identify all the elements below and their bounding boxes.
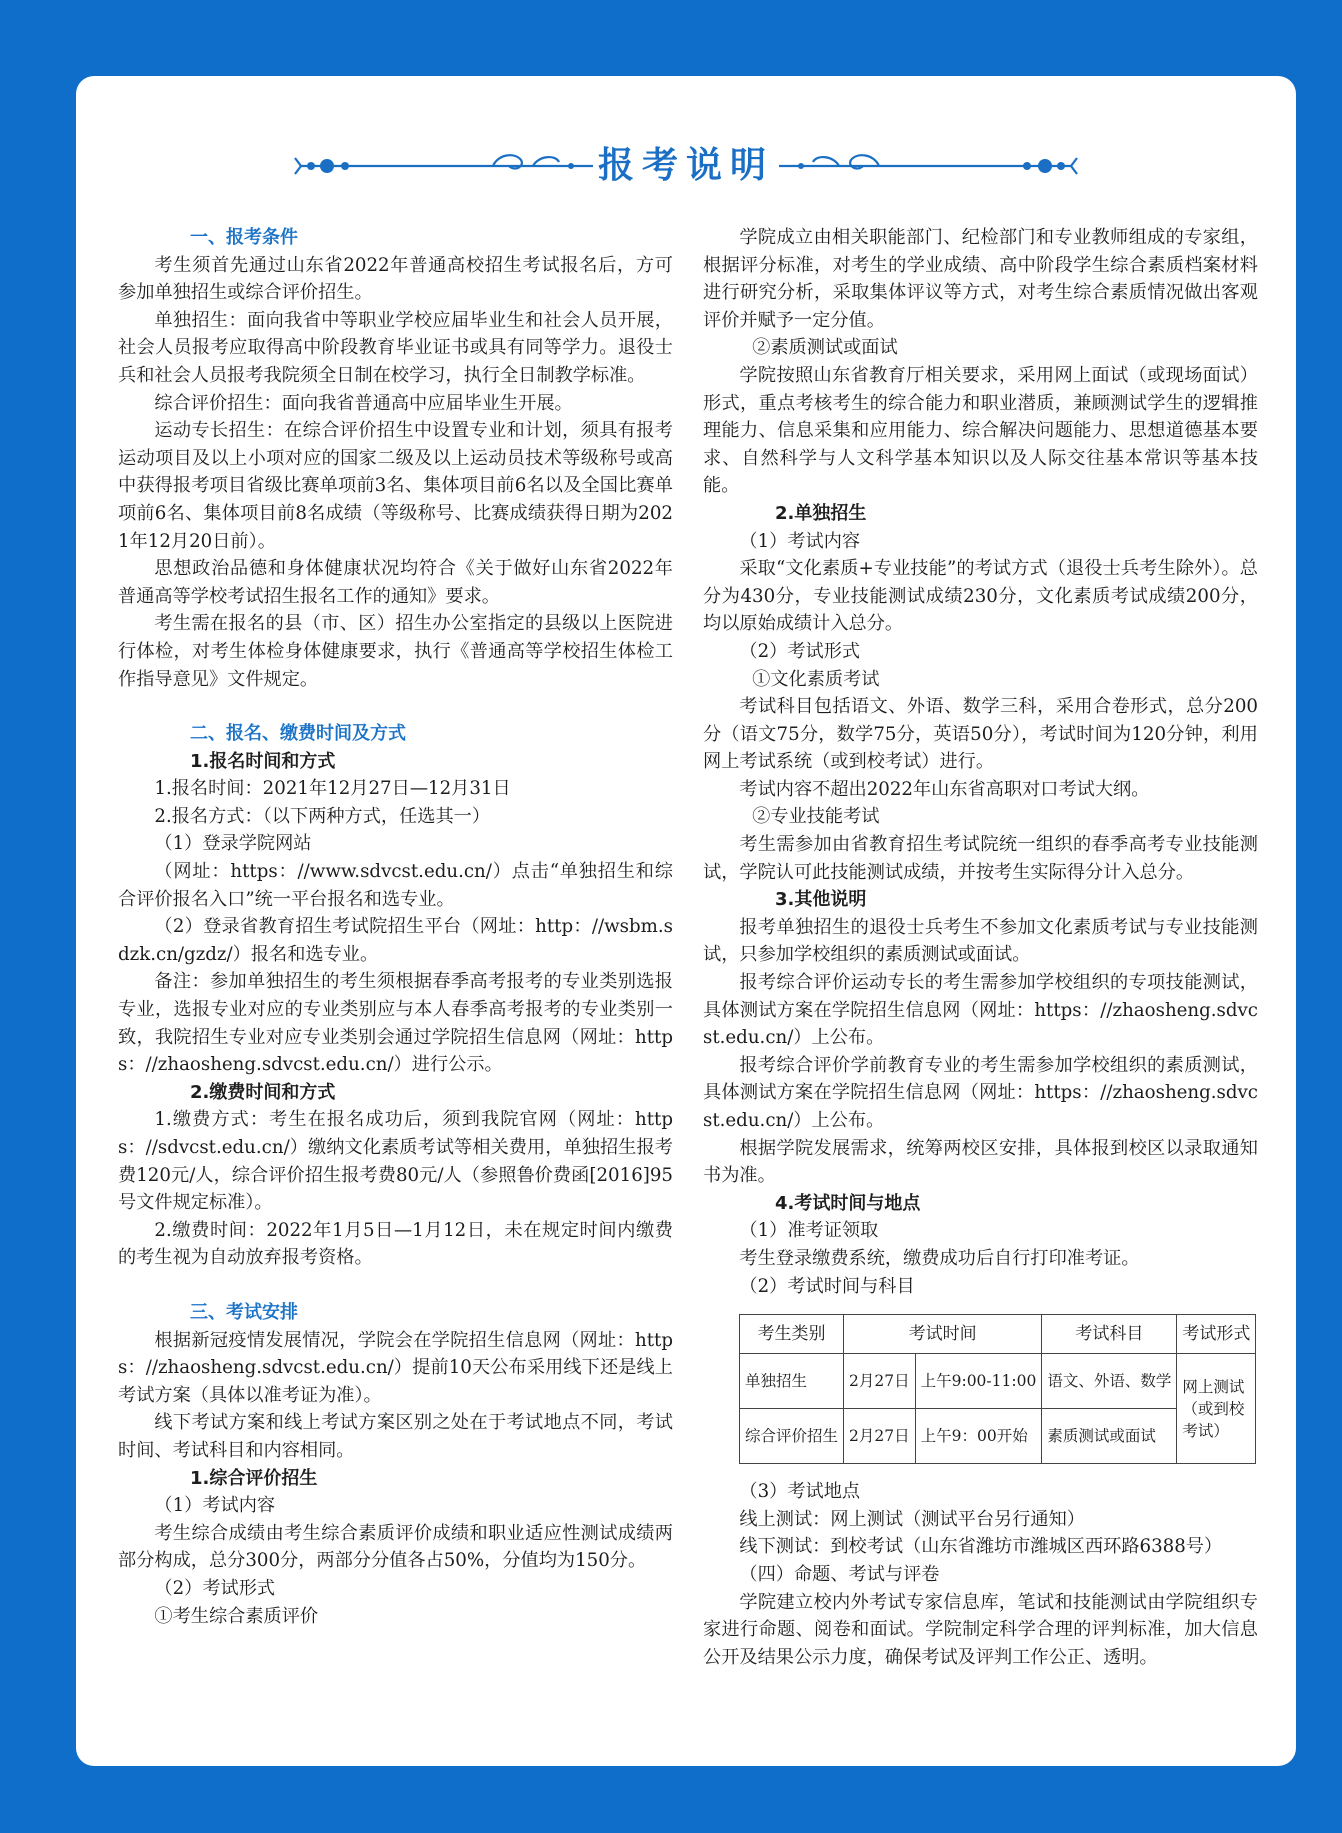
paragraph: 考试内容不超出2022年山东省高职对口考试大纲。 [739, 778, 1150, 800]
paragraph: （3）考试地点 [739, 1481, 861, 1503]
subsection-heading: 4.考试时间与地点 [775, 1192, 921, 1214]
table-header: 考试科目 [1042, 1315, 1177, 1354]
section-heading: 二、报名、缴费时间及方式 [190, 723, 406, 745]
table-cell: 单独招生 [740, 1354, 844, 1409]
paragraph: （2）考试形式 [739, 640, 861, 662]
page-title: 报考说明 [597, 145, 774, 186]
paragraph: 采取“文化素质+专业技能”的考试方式（退役士兵考生除外）。总分为430分，专业技能测试成绩230分，文化素质考试成绩200分，均以原始成绩计入总分。 [703, 558, 1258, 635]
paragraph: 线下考试方案和线上考试方案区别之处在于考试地点不同，考试时间、考试科目和内容相同。 [118, 1412, 673, 1461]
paragraph: （四）命题、考试与评卷 [739, 1563, 940, 1585]
paragraph: 综合评价招生：面向我省普通高中应届毕业生开展。 [154, 392, 573, 414]
left-column [118, 224, 673, 1630]
table-row [740, 1354, 1256, 1409]
content-panel [76, 76, 1296, 1766]
paragraph: 根据学院发展需求，统筹两校区安排，具体报到校区以录取通知书为准。 [703, 1137, 1258, 1187]
paragraph: 学院按照山东省教育厅相关要求，采用网上面试（或现场面试）形式，重点考核考生的综合能力和职业潜质，兼顾测试学生的逻辑推理能力、信息采集和应用能力、综合解决问题能力、思想道德基本要求、自然科学与人文科学基本知识以及人际交往基本常识等基本技能。 [703, 364, 1258, 497]
paragraph: 思想政治品德和身体健康状况均符合《关于做好山东省2022年普通高等学校考试招生报名工作的通知》要求。 [118, 558, 673, 607]
paragraph: （2）登录省教育招生考试院招生平台（网址：http：//wsbm.sdzk.cn/gzdz/）报名和选专业。 [118, 916, 673, 965]
paragraph: 考生需在报名的县（市、区）招生办公室指定的县级以上医院进行体检，对考生体检身体健康要求，执行《普通高等学校招生体检工作指导意见》文件规定。 [118, 613, 673, 690]
paragraph: （1）准考证领取 [739, 1220, 879, 1242]
paragraph: 学院建立校内外考试专家信息库，笔试和技能测试由学院组织专家进行命题、阅卷和面试。学院制定科学合理的评判标准，加大信息公开及结果公示力度，确保考试及评判工作公正、透明。 [703, 1591, 1258, 1668]
paragraph: ②素质测试或面试 [752, 337, 898, 359]
subsection-heading: 2.缴费时间和方式 [190, 1081, 336, 1103]
paragraph: 考试科目包括语文、外语、数学三科，采用合卷形式，总分200分（语文75分，数学75分，英语50分），考试时间为120分钟，利用网上考试系统（或到校考试）进行。 [703, 696, 1258, 773]
table-cell: 网上测试（或到校考试） [1177, 1354, 1256, 1464]
paragraph: 考生综合成绩由考生综合素质评价成绩和职业适应性测试成绩两部分构成，总分300分，两部分分值各占50%，分值均为150分。 [118, 1522, 673, 1572]
table-header: 考试形式 [1177, 1315, 1256, 1354]
paragraph: ①文化素质考试 [752, 668, 880, 690]
section-heading: 三、考试安排 [190, 1301, 298, 1323]
table-cell: 语文、外语、数学 [1042, 1354, 1177, 1409]
paragraph: 线上测试：网上测试（测试平台另行通知） [739, 1508, 1085, 1530]
paragraph: 考生登录缴费系统，缴费成功后自行打印准考证。 [739, 1247, 1140, 1269]
paragraph: 单独招生：面向我省中等职业学校应届毕业生和社会人员开展，社会人员报考应取得高中阶段教育毕业证书或具有同等学力。退役士兵和社会人员报考我院须全日制在校学习，执行全日制教学标准。 [118, 309, 673, 386]
paragraph: ①考生综合素质评价 [154, 1605, 319, 1627]
paragraph: 1.缴费方式：考生在报名成功后，须到我院官网（网址：https：//sdvcst.edu.cn/）缴纳文化素质考试等相关费用，单独招生报考费120元/人，综合评价招生报考费80元/人（参照鲁价费函[2016]95号文件规定标准）。 [118, 1109, 673, 1214]
right-column [703, 224, 1258, 1671]
section-heading: 一、报考条件 [190, 227, 298, 248]
table-cell: 2月27日 [844, 1409, 916, 1464]
table-cell: 2月27日 [844, 1354, 916, 1409]
paragraph: 1.报名时间：2021年12月27日—12月31日 [154, 778, 511, 800]
table-header-row [740, 1315, 1256, 1354]
paragraph: 报考单独招生的退役士兵考生不参加文化素质考试与专业技能测试，只参加学校组织的素质测试或面试。 [703, 916, 1258, 966]
paragraph: 线下测试：到校考试（山东省潍坊市潍城区西环路6388号） [739, 1536, 1223, 1558]
table-cell: 上午9：00开始 [915, 1409, 1042, 1464]
exam-schedule-table [739, 1314, 1256, 1464]
paragraph: （1）考试内容 [154, 1495, 276, 1517]
title-row [76, 138, 1296, 194]
paragraph: 报考综合评价学前教育专业的考生需参加学校组织的素质测试，具体测试方案在学院招生信息网（网址：https：//zhaosheng.sdvcst.edu.cn/）上公布。 [703, 1054, 1258, 1131]
paragraph: 学院成立由相关职能部门、纪检部门和专业教师组成的专家组，根据评分标准，对考生的学业成绩、高中阶段学生综合素质档案材料进行研究分析，采取集体评议等方式，对考生综合素质情况做出客观评价并赋予一定分值。 [703, 227, 1258, 331]
paragraph: （网址：https：//www.sdvcst.edu.cn/）点击“单独招生和综合评价报名入口”统一平台报名和选专业。 [118, 861, 673, 910]
left-flourish-icon [293, 146, 593, 186]
paragraph: 根据新冠疫情发展情况，学院会在学院招生信息网（网址：https：//zhaosheng.sdvcst.edu.cn/）提前10天公布采用线下还是线上考试方案（具体以准考证为准）。 [118, 1329, 673, 1406]
paragraph: 备注：参加单独招生的考生须根据春季高考报考的专业类别选报专业，选报专业对应的专业类别应与本人春季高考报考的专业类别一致，我院招生专业对应专业类别会通过学院招生信息网（网址：https：//zhaosheng.sdvcst.edu.cn/）进行公示。 [118, 971, 673, 1076]
paragraph: 考生须首先通过山东省2022年普通高校招生考试报名后，方可参加单独招生或综合评价招生。 [118, 254, 673, 304]
paragraph: （2）考试时间与科目 [739, 1275, 915, 1297]
subsection-heading: 1.报名时间和方式 [190, 750, 336, 772]
table-header: 考试时间 [844, 1315, 1042, 1354]
subsection-heading: 3.其他说明 [775, 889, 867, 911]
paragraph: 考生需参加由省教育招生考试院统一组织的春季高考专业技能测试，学院认可此技能测试成绩，并按考生实际得分计入总分。 [703, 834, 1258, 883]
table-cell: 上午9:00-11:00 [915, 1354, 1042, 1409]
paragraph: （1）考试内容 [739, 530, 861, 552]
paragraph: （1）登录学院网站 [154, 833, 312, 855]
table-cell: 综合评价招生 [740, 1409, 844, 1464]
paragraph: 报考综合评价运动专长的考生需参加学校组织的专项技能测试，具体测试方案在学院招生信息网（网址：https：//zhaosheng.sdvcst.edu.cn/）上公布。 [703, 972, 1258, 1049]
paragraph: ②专业技能考试 [752, 806, 880, 828]
paragraph: （2）考试形式 [154, 1577, 276, 1599]
paragraph: 运动专长招生：在综合评价招生中设置专业和计划，须具有报考运动项目及以上小项对应的国家二级及以上运动员技术等级称号或高中获得报考项目省级比赛单项前3名、集体项目前6名以及全国比赛单项前6名、集体项目前8名成绩（等级称号、比赛成绩获得日期为2021年12月20日前）。 [118, 420, 673, 552]
paragraph: 2.报名方式：（以下两种方式，任选其一） [154, 805, 491, 827]
subsection-heading: 1.综合评价招生 [190, 1467, 318, 1489]
subsection-heading: 2.单独招生 [775, 502, 867, 524]
paragraph: 2.缴费时间：2022年1月5日—1月12日，未在规定时间内缴费的考生视为自动放弃报考资格。 [118, 1219, 673, 1269]
table-header: 考生类别 [740, 1315, 844, 1354]
table-cell: 素质测试或面试 [1042, 1409, 1177, 1464]
right-flourish-icon [779, 146, 1079, 186]
